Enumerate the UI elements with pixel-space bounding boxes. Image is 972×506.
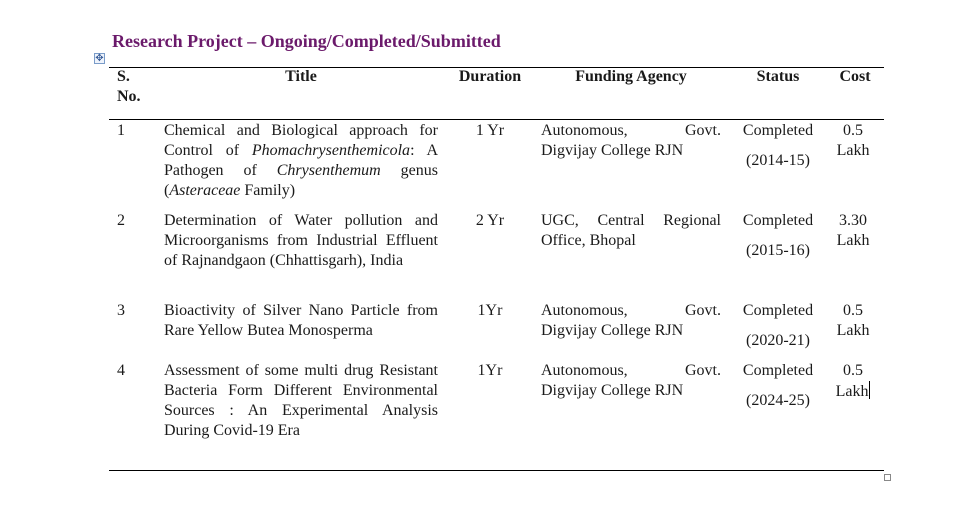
row-status: Completed: [742, 122, 814, 139]
row-period: (2015-16): [746, 242, 810, 259]
row-title: Determination of Water pollution and Microorganisms from Industrial Effluent of Rajnandgaon (Chhattisgarh), India: [164, 212, 438, 269]
row-sno: 3: [117, 302, 125, 319]
row-status: Completed: [742, 302, 814, 319]
row-title: Assessment of some multi drug Resistant Bacteria Form Different Environmental Sources : An Experimental Analysis During Covid-19 Era: [164, 362, 438, 439]
row-status: Completed: [742, 212, 814, 229]
table-header-rule: [109, 119, 884, 120]
row-sno: 2: [117, 212, 125, 229]
row-agency: Autonomous, Govt. Digvijay College RJN: [541, 302, 721, 339]
row-cost: 0.5 Lakh: [836, 302, 870, 339]
row-period: (2014-15): [746, 152, 810, 169]
table-bottom-rule: [109, 470, 884, 471]
row-period: (2024-25): [746, 392, 810, 409]
col-header-duration: Duration: [458, 68, 522, 85]
row-duration: 1Yr: [477, 302, 503, 319]
text-cursor: [869, 381, 870, 399]
row-period: (2020-21): [746, 332, 810, 349]
row-duration: 1Yr: [477, 362, 503, 379]
row-cost: 0.5 Lakh: [836, 122, 870, 159]
table-resize-handle[interactable]: [884, 474, 891, 481]
col-header-agency: Funding Agency: [575, 68, 687, 85]
row-cost: 3.30 Lakh: [836, 212, 870, 249]
section-heading: Research Project – Ongoing/Completed/Submitted: [112, 31, 501, 51]
row-title: Chemical and Biological approach for Control of Phomachrysenthemicola: A Pathogen of Chrysenthemum genus (Asteraceae Family): [164, 122, 439, 199]
col-header-status: Status: [756, 68, 800, 85]
row-cost-text: 0.5 Lakh: [835, 362, 869, 400]
row-agency: UGC, Central Regional Office, Bhopal: [541, 212, 721, 249]
row-agency: Autonomous, Govt. Digvijay College RJN: [541, 122, 721, 159]
row-duration: 1 Yr: [475, 122, 505, 139]
row-sno: 4: [117, 362, 125, 379]
table-move-handle-icon[interactable]: ✥: [95, 52, 104, 64]
row-duration: 2 Yr: [475, 212, 505, 229]
row-cost[interactable]: [829, 361, 877, 402]
col-header-sno: S. No.: [117, 68, 141, 105]
row-status: Completed: [742, 362, 814, 379]
row-title: Bioactivity of Silver Nano Particle from Rare Yellow Butea Monosperma: [164, 302, 438, 339]
col-header-title: Title: [285, 68, 317, 85]
row-agency: Autonomous, Govt. Digvijay College RJN: [541, 362, 721, 399]
row-sno: 1: [117, 122, 125, 139]
col-header-cost: Cost: [839, 68, 871, 85]
